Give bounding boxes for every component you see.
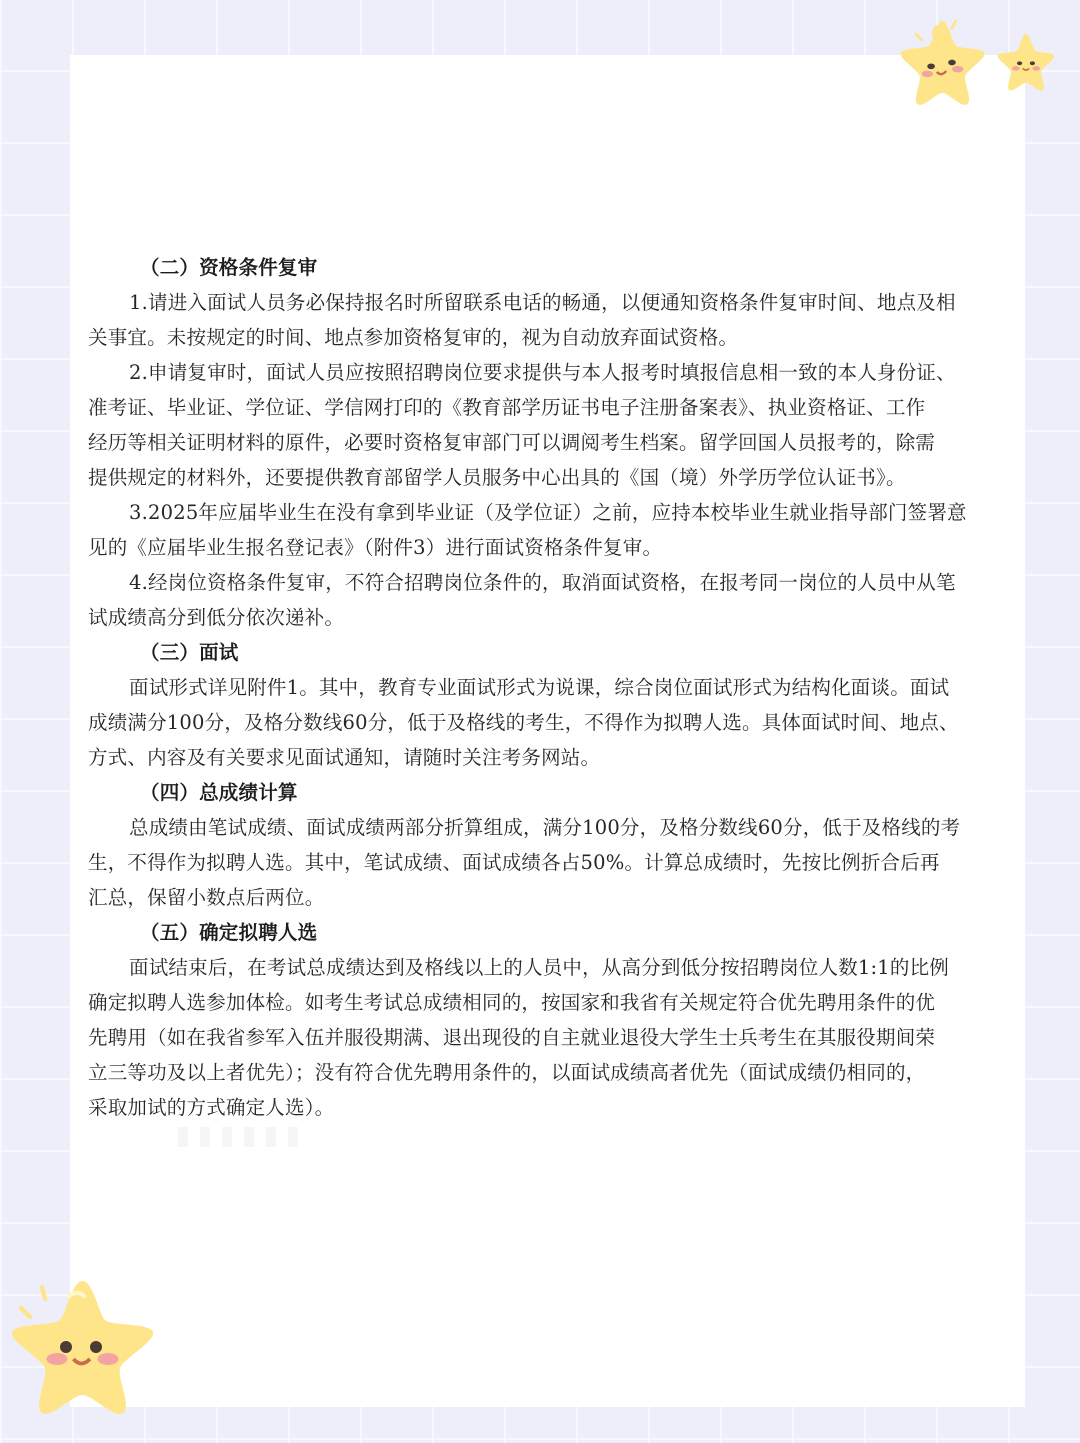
text-line: 关事宜。未按规定的时间、地点参加资格复审的，视为自动放弃面试资格。 bbox=[88, 326, 739, 349]
text-line: 2.申请复审时，面试人员应按照招聘岗位要求提供与本人报考时填报信息相一致的本人身份证、 bbox=[129, 361, 956, 384]
smiling-star-icon bbox=[994, 30, 1058, 94]
section-heading: （三）面试 bbox=[140, 641, 239, 664]
text-line: 面试形式详见附件1。其中，教育专业面试形式为说课，综合岗位面试形式为结构化面谈。面试 bbox=[129, 676, 950, 699]
smiling-star-icon bbox=[895, 15, 990, 110]
text-line: 先聘用（如在我省参军入伍并服役期满、退出现役的自主就业退役大学生士兵考生在其服役期间荣 bbox=[88, 1026, 936, 1049]
text-line: 准考证、毕业证、学位证、学信网打印的《教育部学历证书电子注册备案表》、执业资格证、工作 bbox=[88, 396, 926, 419]
cut-off-text-fragment bbox=[178, 1127, 298, 1147]
text-line: 提供规定的材料外，还要提供教育部留学人员服务中心出具的《国（境）外学历学位认证书》。 bbox=[88, 466, 906, 489]
text-line: 成绩满分100分，及格分数线60分，低于及格线的考生，不得作为拟聘人选。具体面试时间、地点、 bbox=[88, 711, 959, 734]
text-line: 3.2025年应届毕业生在没有拿到毕业证（及学位证）之前，应持本校毕业生就业指导部门签署意 bbox=[129, 501, 967, 524]
document-body bbox=[88, 250, 1000, 1147]
smiling-star-icon bbox=[0, 1272, 165, 1422]
text-line: 见的《应届毕业生报名登记表》（附件3）进行面试资格条件复审。 bbox=[88, 536, 663, 559]
section-heading: （五）确定拟聘人选 bbox=[140, 921, 318, 944]
text-line: 汇总，保留小数点后两位。 bbox=[88, 886, 325, 909]
text-line: 采取加试的方式确定人选）。 bbox=[88, 1096, 335, 1119]
text-line: 立三等功及以上者优先）；没有符合优先聘用条件的，以面试成绩高者优先（面试成绩仍相同的， bbox=[88, 1061, 926, 1084]
section-heading: （二）资格条件复审 bbox=[140, 256, 318, 279]
text-line: 1.请进入面试人员务必保持报名时所留联系电话的畅通，以便通知资格条件复审时间、地点及相 bbox=[129, 291, 956, 314]
text-line: 试成绩高分到低分依次递补。 bbox=[88, 606, 345, 629]
text-line: 方式、内容及有关要求见面试通知，请随时关注考务网站。 bbox=[88, 746, 601, 769]
text-line: 经历等相关证明材料的原件，必要时资格复审部门可以调阅考生档案。留学回国人员报考的，除需 bbox=[88, 431, 936, 454]
text-line: 总成绩由笔试成绩、面试成绩两部分折算组成，满分100分，及格分数线60分，低于及格线的考 bbox=[129, 816, 961, 839]
text-line: 面试结束后，在考试总成绩达到及格线以上的人员中，从高分到低分按招聘岗位人数1:1的比例 bbox=[129, 956, 949, 979]
section-heading: （四）总成绩计算 bbox=[140, 781, 298, 804]
text-line: 4.经岗位资格条件复审，不符合招聘岗位条件的，取消面试资格，在报考同一岗位的人员中从笔 bbox=[129, 571, 956, 594]
text-line: 生，不得作为拟聘人选。其中，笔试成绩、面试成绩各占50%。计算总成绩时，先按比例折合后再 bbox=[88, 851, 940, 874]
text-line: 确定拟聘人选参加体检。如考生考试总成绩相同的，按国家和我省有关规定符合优先聘用条件的优 bbox=[88, 991, 936, 1014]
